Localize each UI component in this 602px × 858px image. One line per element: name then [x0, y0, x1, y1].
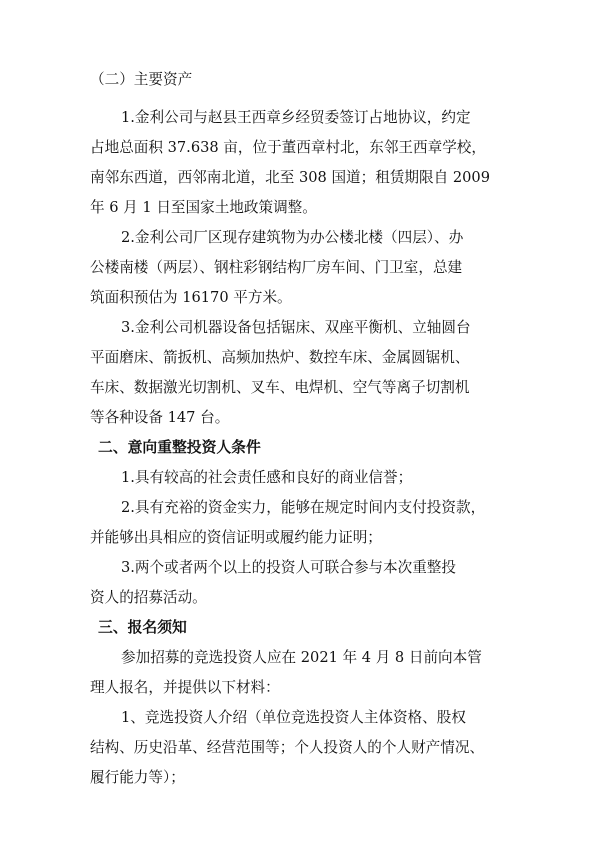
assets-item3-line4: 等各种设备 147 台。 — [90, 409, 230, 426]
assets-item1-line4: 年 6 月 1 日至国家土地政策调整。 — [90, 199, 317, 216]
registration-intro-line2: 理人报名，并提供以下材料： — [90, 679, 280, 696]
registration-item1-line2: 结构、历史沿革、经营范围等；个人投资人的个人财产情况、 — [90, 739, 485, 756]
registration-intro-line1: 参加招募的竞选投资人应在 2021 年 4 月 8 日前向本管 — [121, 649, 482, 666]
subheading-main-assets: （二）主要资产 — [90, 71, 193, 88]
assets-item1-line2: 占地总面积 37.638 亩，位于董西章村北，东邻王西章学校， — [90, 139, 487, 156]
conditions-item2-line1: 2.具有充裕的资金实力，能够在规定时间内支付投资款， — [121, 499, 486, 516]
conditions-item3-line1: 3.两个或者两个以上的投资人可联合参与本次重整投 — [121, 559, 456, 576]
assets-item3-line2: 平面磨床、箭扳机、高频加热炉、数控车床、金属圆锯机、 — [90, 349, 470, 366]
assets-item1-line1: 1.金利公司与赵县王西章乡经贸委签订占地协议，约定 — [121, 109, 471, 126]
conditions-item2-line2: 并能够出具相应的资信证明或履约能力证明； — [90, 529, 382, 546]
registration-item1-line3: 履行能力等）； — [90, 769, 185, 786]
assets-item2-line1: 2.金利公司厂区现存建筑物为办公楼北楼（四层）、办 — [121, 229, 464, 246]
heading-investor-conditions: 二、意向重整投资人条件 — [98, 439, 261, 456]
conditions-item3-line2: 资人的招募活动。 — [90, 589, 207, 606]
assets-item2-line3: 筑面积预估为 16170 平方米。 — [90, 289, 292, 306]
heading-registration-notice: 三、报名须知 — [98, 619, 187, 636]
registration-item1-line1: 1、竞选投资人介绍（单位竞选投资人主体资格、股权 — [121, 709, 466, 726]
assets-item3-line3: 车床、数据激光切割机、叉车、电焊机、空气等离子切割机 — [90, 379, 470, 396]
assets-item2-line2: 公楼南楼（两层）、钢柱彩钢结构厂房车间、门卫室，总建 — [90, 259, 463, 276]
assets-item1-line3: 南邻东西道，西邻南北道，北至 308 国道；租赁期限自 2009 — [90, 169, 490, 186]
conditions-item1-line1: 1.具有较高的社会责任感和良好的商业信誉； — [121, 469, 413, 486]
assets-item3-line1: 3.金利公司机器设备包括锯床、双座平衡机、立轴圆台 — [121, 319, 471, 336]
